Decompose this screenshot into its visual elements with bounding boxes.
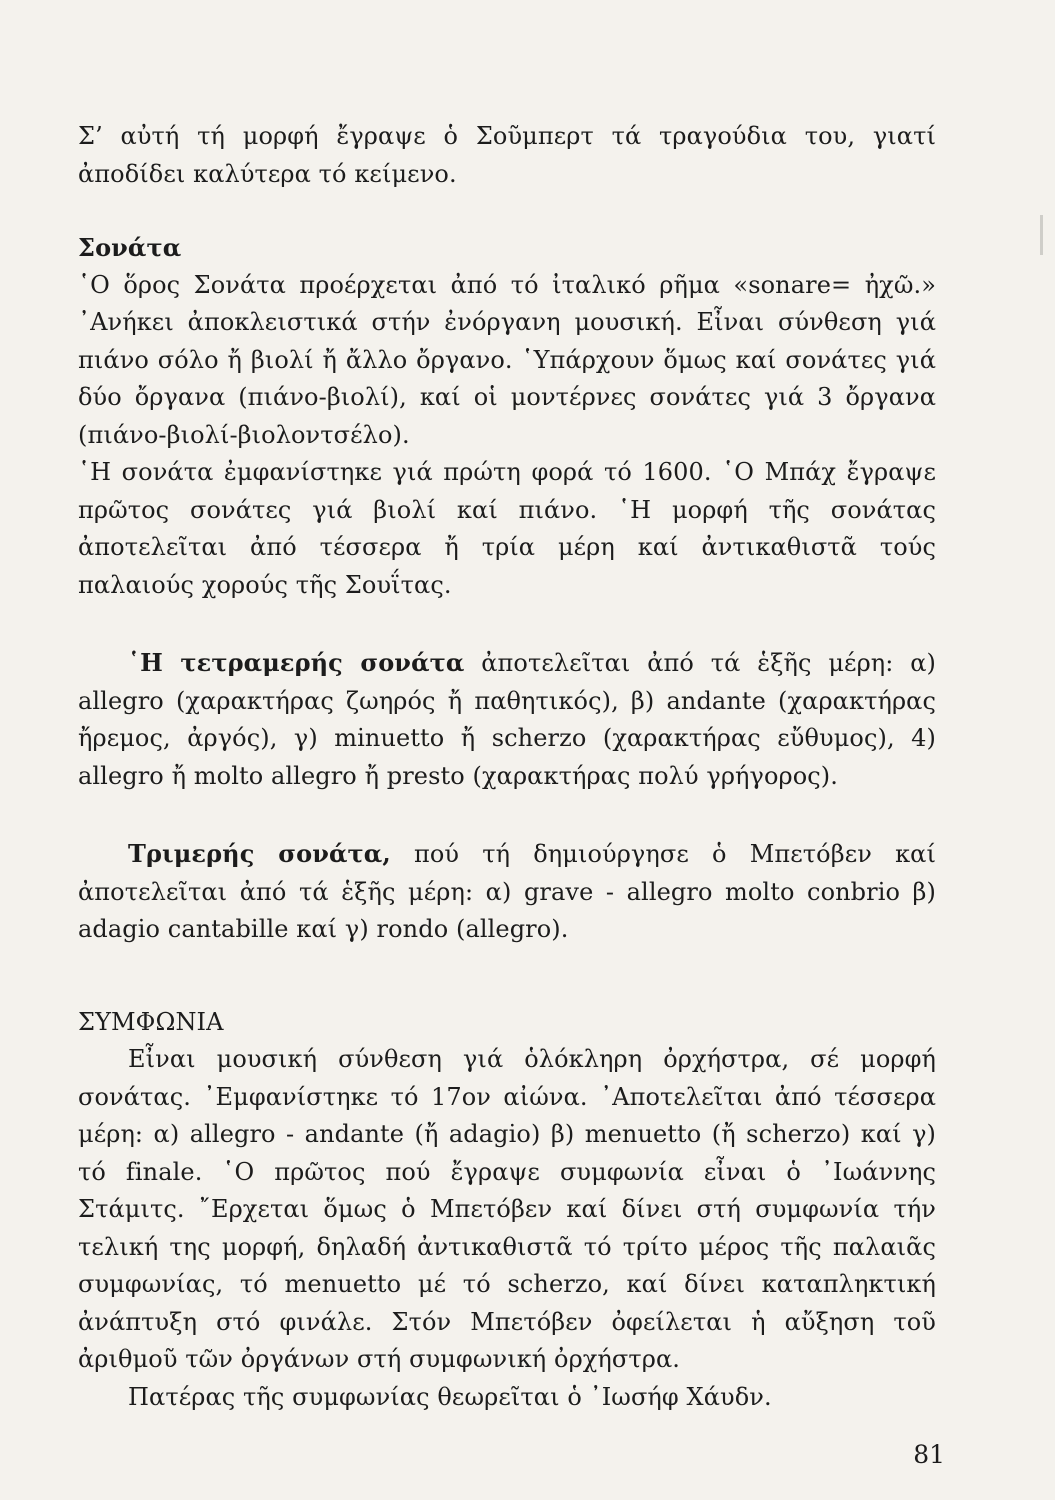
sonata-paragraph-1: ῾Ο ὅρος Σονάτα προέρχεται ἀπό τό ἰταλικό ρῆμα «sonare= ἠχῶ.» ᾿Ανήκει ἀποκλειστικά στήν ἐνόργανη μουσική. Εἶναι σύνθεση γιά πιάνο σόλο ἤ βιολί ἤ ἄλλο ὄργανο. ῾Υπάρχουν ὅμως καί σονάτες γιά δύο ὄργανα (πιάνο-βιολί), καί οἱ μοντέρνες σονάτες γιά 3 ὄργανα (πιάνο-βιολί-βιολοντσέλο). <box>78 270 936 449</box>
symphony-paragraph-2: Πατέρας τῆς συμφωνίας θεωρεῖται ὁ ᾿Ιωσήφ Χάυδν. <box>128 1382 772 1411</box>
three-part-sonata-text: πού τή δημιούργησε ὁ Μπετόβεν καί ἀποτελεῖται ἀπό τά ἑξῆς μέρη: α) grave - allegro molto conbrio β) adagio cantabille καί γ) rondo (allegro). <box>78 840 936 943</box>
intro-paragraph: Σ’ αὐτή τή μορφή ἔγραψε ὁ Σοῦμπερτ τά τραγούδια του, γιατί ἀποδίδει καλύτερα τό κείμενο. <box>78 122 936 188</box>
three-part-sonata-paragraph <box>78 835 936 949</box>
scan-artifact <box>1040 215 1043 255</box>
page-number: 81 <box>913 1440 945 1469</box>
sonata-paragraph-2: ῾Η σονάτα ἐμφανίστηκε γιά πρώτη φορά τό 1600. ῾Ο Μπάχ ἔγραψε πρῶτος σονάτες γιά βιολί καί πιάνο. ῾Η μορφή τῆς σονάτας ἀποτελεῖται ἀπό τέσσερα ἤ τρία μέρη καί ἀντικαθιστᾶ τούς παλαιούς χορούς τῆς Σουΐτας. <box>78 458 936 599</box>
sonata-heading: Σονάτα <box>78 233 182 262</box>
four-part-sonata-paragraph <box>78 644 936 795</box>
symphony-paragraph-1: Εἶναι μουσική σύνθεση γιά ὁλόκληρη ὀρχήστρα, σέ μορφή σονάτας. ᾿Εμφανίστηκε τό 17ον αἰώνα. ᾿Αποτελεῖται ἀπό τέσσερα μέρη: α) allegro - andante (ἤ adagio) β) menuetto (ἤ scherzo) καί γ) τό finale. ῾Ο πρῶτος πού ἔγραψε συμφωνία εἶναι ὁ ᾿Ιωάννης Στάμιτς. ῎Ερχεται ὅμως ὁ Μπετόβεν καί δίνει στή συμφωνία τήν τελική της μορφή, δηλαδή ἀντικαθιστᾶ τό τρίτο μέρος τῆς παλαιᾶς συμφωνίας, τό menuetto μέ τό scherzo, καί δίνει καταπληκτική ἀνάπτυξη στό φινάλε. Στόν Μπετόβεν ὀφείλεται ἡ αὔξηση τοῦ ἀριθμοῦ τῶν ὀργάνων στή συμφωνική ὀρχήστρα. <box>78 1045 936 1373</box>
page-body <box>78 118 936 1416</box>
four-part-sonata-text: ἀποτελεῖται ἀπό τά ἑξῆς μέρη: α) allegro (χαρακτήρας ζωηρός ἤ παθητικός), β) andante (χαρακτήρας ἤρεμος, ἀργός), γ) minuetto ἤ scherzo (χαρακτήρας εὔθυμος), 4) allegro ἤ molto allegro ἤ presto (χαρακτήρας πολύ γρήγορος). <box>78 649 936 790</box>
symphony-heading: ΣΥΜΦΩΝΙΑ <box>78 1007 224 1036</box>
four-part-sonata-term: ῾Η τετραμερής σονάτα <box>128 648 465 677</box>
three-part-sonata-term: Τριμερής σονάτα, <box>128 839 391 868</box>
